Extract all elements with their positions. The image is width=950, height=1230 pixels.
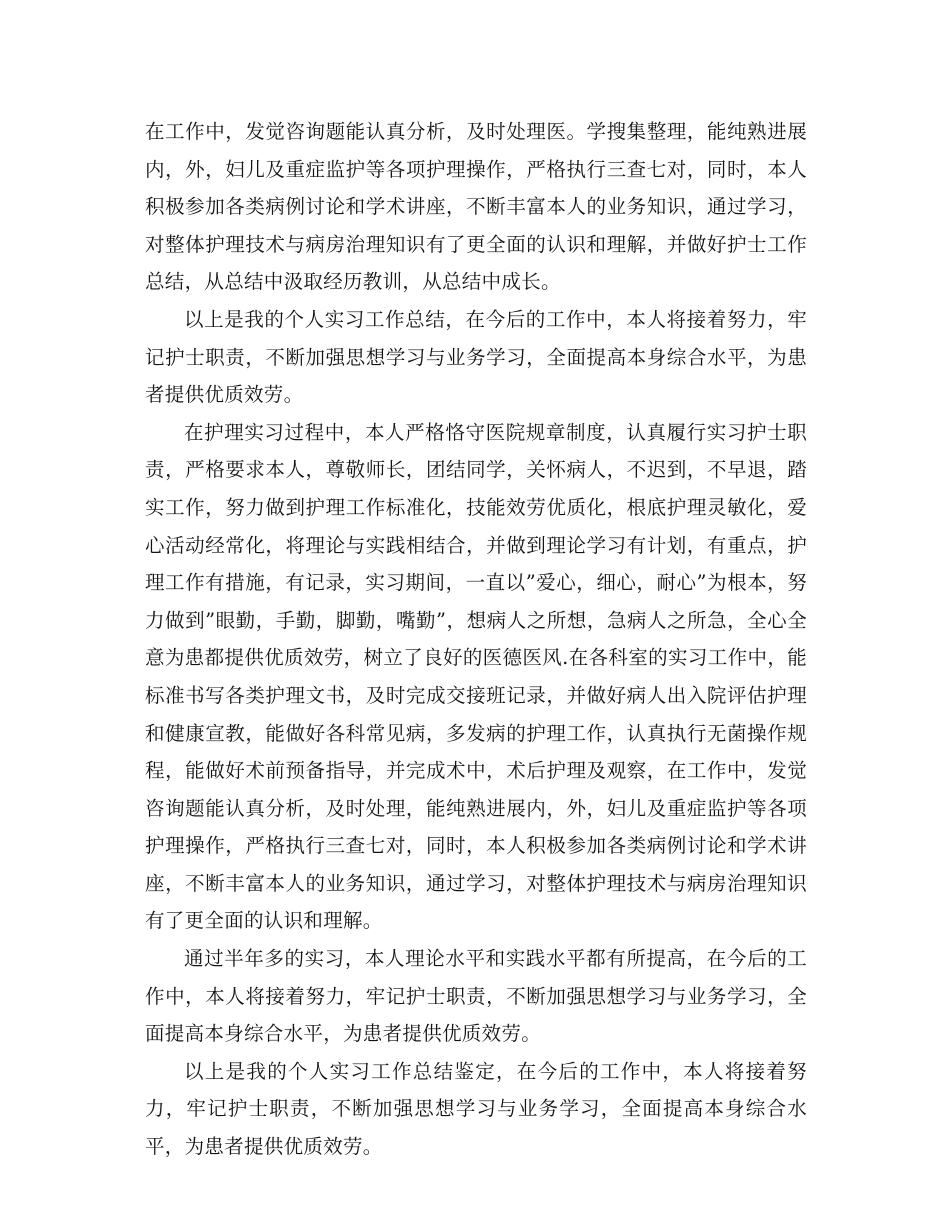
document-body — [145, 113, 807, 1166]
paragraph-2: 以上是我的个人实习工作总结，在今后的工作中，本人将接着努力，牢记护士职责，不断加强思想学习与业务学习，全面提高本身综合水平，为患者提供优质效劳。 — [145, 307, 807, 407]
paragraph-3: 在护理实习过程中，本人严格恪守医院规章制度，认真履行实习护士职责，严格要求本人，尊敬师长，团结同学，关怀病人，不迟到，不早退，踏实工作，努力做到护理工作标准化，技能效劳优质化，根底护理灵敏化，爱心活动经常化，将理论与实践相结合，并做到理论学习有计划，有重点，护理工作有措施，有记录，实习期间，一直以”爱心，细心，耐心”为根本，努力做到”眼勤，手勤，脚勤，嘴勤”，想病人之所想，急病人之所急，全心全意为患都提供优质效劳，树立了良好的医德医风.在各科室的实习工作中，能标准书写各类护理文书，及时完成交接班记录，并做好病人出入院评估护理和健康宣教，能做好各科常见病，多发病的护理工作，认真执行无菌操作规程，能做好术前预备指导，并完成术中，术后护理及观察，在工作中，发觉咨询题能认真分析，及时处理，能纯熟进展内，外，妇儿及重症监护等各项护理操作，严格执行三查七对，同时，本人积极参加各类病例讨论和学术讲座，不断丰富本人的业务知识，通过学习，对整体护理技术与病房治理知识有了更全面的认识和理解。 — [145, 420, 807, 933]
paragraph-5: 以上是我的个人实习工作总结鉴定，在今后的工作中，本人将接着努力，牢记护士职责，不断加强思想学习与业务学习，全面提高本身综合水平，为患者提供优质效劳。 — [145, 1059, 807, 1159]
paragraph-4: 通过半年多的实习，本人理论水平和实践水平都有所提高，在今后的工作中，本人将接着努力，牢记护士职责，不断加强思想学习与业务学习，全面提高本身综合水平，为患者提供优质效劳。 — [145, 947, 807, 1046]
paragraph-1: 在工作中，发觉咨询题能认真分析，及时处理医。学搜集整理，能纯熟进展内，外，妇儿及重症监护等各项护理操作，严格执行三查七对，同时，本人积极参加各类病例讨论和学术讲座，不断丰富本人的业务知识，通过学习，对整体护理技术与病房治理知识有了更全面的认识和理解，并做好护士工作总结，从总结中汲取经历教训，从总结中成长。 — [145, 120, 807, 294]
